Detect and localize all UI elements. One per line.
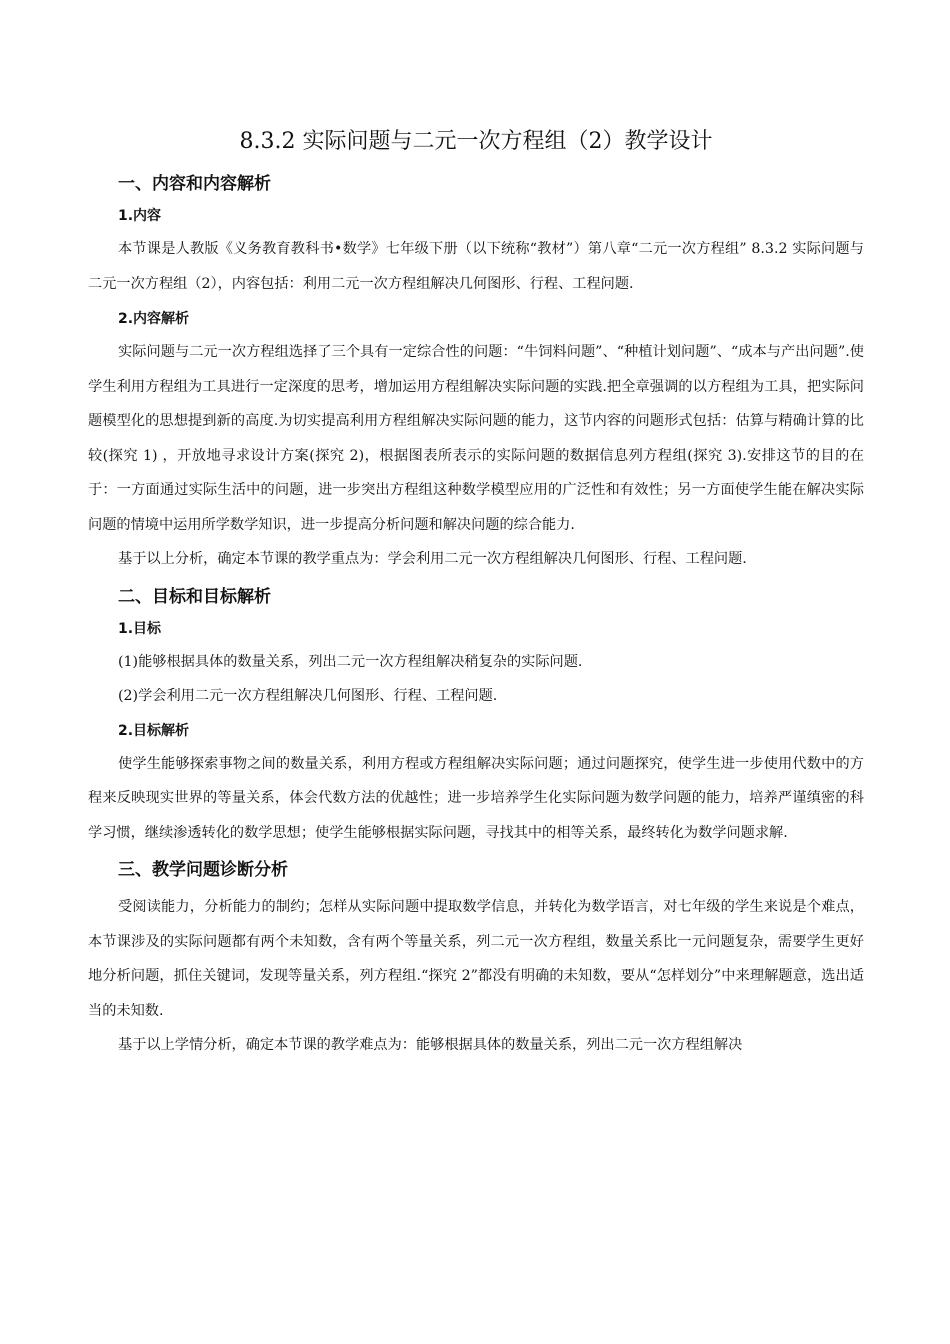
document-title: 8.3.2 实际问题与二元一次方程组（2）教学设计	[239, 129, 713, 154]
section-heading-goals: 二、目标和目标解析	[118, 586, 271, 607]
paragraph-content-analysis: 实际问题与二元一次方程组选择了三个具有一定综合性的问题：“牛饲料问题”、“种植计划问题”、“成本与产出问题”.使学生利用方程组为工具进行一定深度的思考，增加运用方程组解决实际问题的实践.把全章强调的以方程组为工具，把实际问题模型化的思想提到新的高度.为切实提高利用方程组解决实际问题的能力，这节内容的问题形式包括：估算与精确计算的比较(探究 1) ，开放地寻求设计方案(探究 2)，根据图表所表示的实际问题的数据信息列方程组(探究 3).安排这节的目的在于：一方面通过实际生活中的问题，进一步突出方程组这种数学模型应用的广泛性和有效性；另一方面使学生能在解决实际问题的情境中运用所学数学知识，进一步提高分析问题和解决问题的综合能力.	[88, 344, 864, 533]
subheading-content: 1.内容	[118, 208, 162, 224]
subheading-content-analysis: 2.内容解析	[118, 311, 190, 327]
section-heading-content-analysis: 一、内容和内容解析	[118, 174, 271, 194]
subheading-goals-analysis: 2.目标解析	[118, 722, 190, 739]
paragraph-teaching-difficulty: 基于以上学情分析，确定本节课的教学难点为：能够根据具体的数量关系，列出二元一次方程组解决	[118, 1037, 743, 1053]
subheading-goals: 1.目标	[118, 620, 162, 637]
section-heading-diagnosis: 三、教学问题诊断分析	[118, 860, 288, 880]
paragraph-goals-analysis: 使学生能够探索事物之间的数量关系，利用方程或方程组解决实际问题；通过问题探究，使学生进一步使用代数中的方程来反映现实世界的等量关系，体会代数方法的优越性；进一步培养学生化实际问题为数学问题的能力，培养严谨缜密的科学习惯，继续渗透转化的数学思想；使学生能够根据实际问题，寻找其中的相等关系，最终转化为数学问题求解.	[88, 755, 864, 841]
paragraph-content: 本节课是人教版《义务教育教科书•数学》七年级下册（以下统称“教材”）第八章“二元一次方程组” 8.3.2 实际问题与二元一次方程组（2），内容包括：利用二元一次方程组解决几何图形、行程、工程问题.	[88, 241, 864, 292]
goal-item-1: (1)能够根据具体的数量关系，列出二元一次方程组解决稍复杂的实际问题.	[118, 653, 583, 670]
goal-item-2: (2)学会利用二元一次方程组解决几何图形、行程、工程问题.	[118, 687, 498, 704]
paragraph-teaching-focus: 基于以上分析，确定本节课的教学重点为：学会利用二元一次方程组解决几何图形、行程、工程问题.	[118, 551, 747, 567]
paragraph-diagnosis: 受阅读能力，分析能力的制约；怎样从实际问题中提取数学信息，并转化为数学语言，对七年级的学生来说是个难点，本节课涉及的实际问题都有两个未知数，含有两个等量关系，列二元一次方程组，数量关系比一元问题复杂，需要学生更好地分析问题，抓住关键词，发现等量关系，列方程组.“探究 2”都没有明确的未知数，要从“怎样划分”中来理解题意，选出适当的未知数.	[88, 899, 864, 1019]
document-page	[88, 124, 864, 1063]
